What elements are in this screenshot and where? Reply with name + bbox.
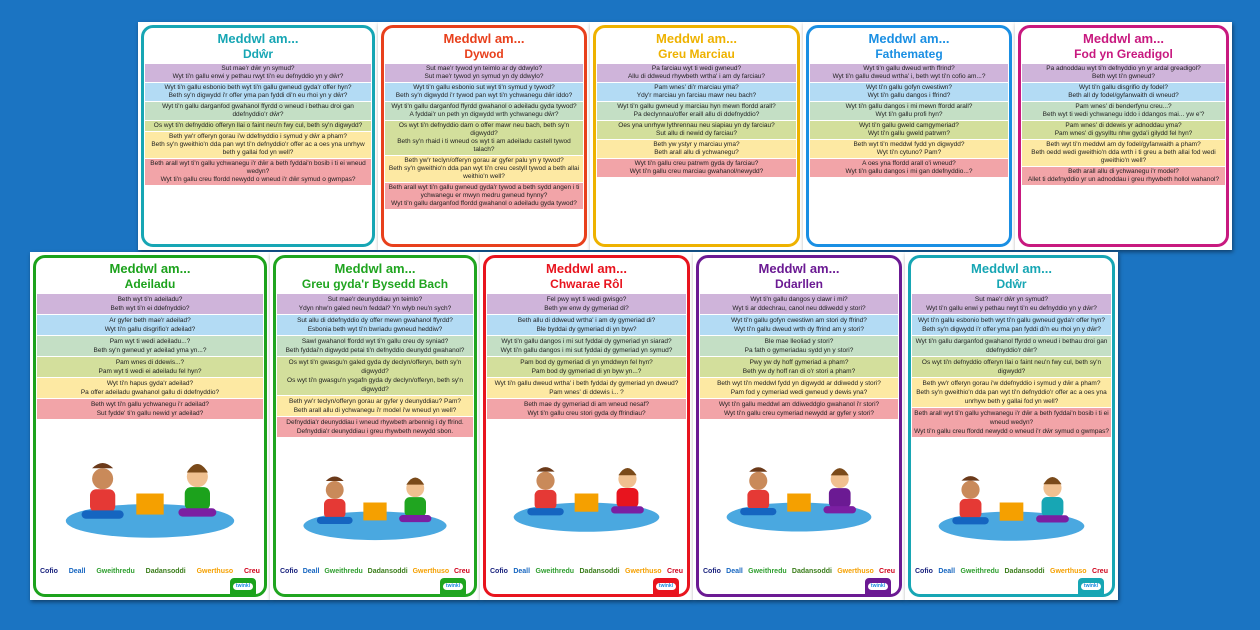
question-text: Pa offer adeiladu gwahanol gallu di ddefnyddio? (80, 389, 220, 396)
poster-card (483, 255, 690, 597)
poster-heading: Meddwl am... (868, 31, 950, 46)
poster-heading: Meddwl am... (1083, 31, 1164, 46)
question-text: Wyt ti'n gallu gweld camgymeriad? (859, 122, 959, 129)
question-text: Beth sy'n digwydd i'r offer yma pan fyddi di'n eu rhoi yn y dŵr? (168, 92, 348, 99)
question-band (810, 83, 1008, 101)
child-figure (317, 477, 353, 524)
question-band (145, 102, 371, 120)
question-band (37, 336, 263, 356)
question-band (810, 159, 1008, 177)
child-figure (740, 467, 776, 515)
poster-heading: Meddwl am... (971, 261, 1052, 276)
question-band (597, 159, 796, 177)
question-text: Wyt ti'n gallu dweud wrtha' i, beth wyt ti'n cofio am...? (832, 73, 986, 80)
child-figure (611, 468, 644, 514)
question-band (912, 294, 1111, 314)
question-text: Wyt ti'n gallu dweud wrtha' i beth fyddai dy gymeriad yn dweud? (494, 380, 679, 387)
question-band (277, 294, 473, 314)
question-text: Sut fydde' ti'n gallu newid yr adeilad? (96, 410, 204, 417)
question-text: Beth wyt ti'n gallu ychwanegu i'r adeilad? (90, 401, 210, 408)
blooms-footer (911, 565, 1112, 576)
footer-label-dadansoddi: Dadansoddi (145, 568, 186, 575)
logo-text: twinkl (656, 583, 676, 590)
question-text: Beth arall wyt ti'n gallu gwneud gyda'r tywod a beth sydd angen i ti ychwanegu er mwyn medru gwneud hynny? (388, 184, 580, 199)
logo-text: twinkl (443, 583, 463, 590)
question-text: Wyt ti'n gallu dweud wrth dy ffrind am y stori? (733, 326, 865, 333)
question-text: Pam wnes' di benderfynu creu...? (1075, 103, 1172, 110)
question-text: Beth wyt ti'n gwneud? (1091, 73, 1156, 80)
question-text: Beth sy'n gweithio'n dda pan wyt ti'n defnyddio'r offer ac a oes yna unrhyw beth y gallai fod yn well? (151, 141, 365, 156)
poster-subject: Adeiladu (124, 277, 176, 291)
footer-label-gwerthuso: Gwerthuso (412, 568, 450, 575)
poster-card (33, 255, 267, 597)
question-band (145, 159, 371, 185)
question-text: Beth yw dy hoff ran di o'r stori a pham? (742, 368, 856, 375)
poster-heading: Meddwl am... (217, 31, 299, 46)
logo-row (276, 576, 474, 594)
question-band (597, 102, 796, 120)
question-band (597, 140, 796, 158)
footer-label-cofio: Cofio (40, 568, 58, 575)
question-text: Ydy'r marciau yn farciau mawr neu bach? (636, 92, 757, 99)
question-text: Sut mae'r dŵr yn symud? (974, 296, 1049, 303)
blooms-footer (699, 565, 899, 576)
question-text: Ydyn nhw'n galed neu'n feddal? Yn wlyb neu'n sych? (298, 305, 452, 312)
footer-label-gweithredu: Gweithredu (324, 568, 363, 575)
question-band (385, 102, 583, 120)
illustration-area (925, 440, 1098, 565)
question-band (597, 83, 796, 101)
question-band (487, 357, 686, 377)
twinkl-logo (865, 578, 891, 594)
poster-subject: Dywod (464, 47, 504, 61)
question-text: Wyt ti'n gallu disgrifio dy fodel? (1079, 84, 1168, 91)
question-text: Os wyt ti'n gwasgu'n ysgafn gyda dy declyn/offeryn, beth sy'n digwydd? (287, 377, 463, 393)
poster-back_row-2[interactable] (590, 22, 803, 250)
question-text: Oes yna unrhyw lythrennau neu siapiau yn dy farciau? (618, 122, 775, 129)
question-text: Beth all dy fodel/gyfanwaith di wneud? (1068, 92, 1179, 99)
question-band (487, 315, 686, 335)
question-text: Beth wyt ti'n ei ddefnyddio? (110, 305, 190, 312)
question-band (37, 357, 263, 377)
poster-subject: Fod yn Greadigol (1074, 47, 1173, 61)
question-text: Beth allu di ddweud wrtha' i am dy gymeriad di? (517, 317, 656, 324)
question-band (700, 378, 898, 398)
question-text: Defnyddia'r deunyddiau i greu rhywbeth newydd sbon. (296, 428, 454, 435)
question-band (277, 357, 473, 395)
question-text: Wyt ti'n gallu dangos i mi mewn ffordd arall? (845, 103, 973, 110)
question-text: Pam wnes' di gysylltu nhw gyda'i gilydd fel hyn? (1054, 130, 1193, 137)
footer-label-dadansoddi: Dadansoddi (1004, 568, 1045, 575)
footer-label-deall: Deall (513, 568, 531, 575)
question-text: Wyt ti'n gallu dangos i mi sut fyddai dy gymeriad yn siarad? (501, 338, 672, 345)
question-band (277, 417, 473, 437)
poster-heading: Meddwl am... (656, 31, 737, 46)
question-band (810, 121, 1008, 139)
question-text: Beth arall wyt ti'n gallu ychwanegu i'r dŵr a beth fyddai'n bosib i ti ei wneud wedyn? (150, 160, 366, 175)
logo-text: twinkl (868, 583, 888, 590)
logo-text: twinkl (233, 583, 253, 590)
question-text: Sut allu di newid dy farciau? (656, 130, 737, 137)
footer-label-gweithredu: Gweithredu (96, 568, 135, 575)
question-band (700, 357, 898, 377)
question-text: Wyt ti'n gallu creu marciau gwahanol/newydd? (629, 168, 764, 175)
question-band (385, 183, 583, 209)
twinkl-logo (230, 578, 256, 594)
footer-label-creu: Creu (879, 568, 895, 575)
activity-object (136, 494, 163, 515)
poster-subject: Fathemateg (875, 47, 943, 61)
illustration-area (500, 422, 673, 565)
question-text: Beth yw'r offeryn gorau i'w ddefnyddio i symud y dŵr a pham? (169, 133, 347, 140)
poster-card (273, 255, 477, 597)
question-band (912, 336, 1111, 356)
poster-heading: Meddwl am... (109, 261, 191, 276)
poster-back_row-0[interactable] (138, 22, 378, 250)
question-text: Wyt ti'n gallu esbonio beth wyt ti'n gallu gwneud gyda'r offer hyn? (164, 84, 352, 91)
question-text: Beth arall wyt ti'n gallu ychwanegu i'r dŵr a beth fyddai'n bosib i ti ei wneud wedyn? (914, 410, 1109, 426)
question-text: Os wyt ti'n defnyddio offeryn llai o faint neu'n fwy cul, beth sy'n digwydd? (921, 359, 1102, 375)
footer-label-deall: Deall (302, 568, 320, 575)
question-text: Beth arall allu di ychwanegu i'r model i'w wneud yn well? (293, 407, 457, 414)
poster-subject: Ddarllen (774, 277, 823, 291)
footer-label-gweithredu: Gweithredu (960, 568, 1000, 575)
poster-card (806, 25, 1012, 247)
question-text: A oes yna ffordd arall o'i wneud? (862, 160, 956, 167)
question-band (912, 408, 1111, 437)
question-text: Wyt ti'n gallu dangos i ffrind? (867, 92, 951, 99)
poster-front_row-0[interactable] (30, 252, 270, 600)
footer-label-dadansoddi: Dadansoddi (791, 568, 832, 575)
question-text: Pwy yw dy hoff gymeriad a pham? (749, 359, 849, 366)
question-text: Beth sy'n gweithio'n dda pan wyt ti'n defnyddio'r offer ac a oes yna unrhyw beth y gallai fod yn well? (916, 389, 1107, 405)
question-text: Beth wyt ti'n meddwl fydd yn digwydd ar ddiwedd y stori? (717, 380, 881, 387)
question-text: Pa adnoddau wyt ti'n defnyddio yn yr ardal greadigol? (1046, 65, 1201, 72)
question-text: Beth sy'n rhaid i ti wneud os wyt ti am adeiladu castell tywod talach? (397, 138, 571, 153)
blooms-footer (486, 565, 687, 576)
question-text: Wyt ti'n gallu darganfod gwahanol ffyrdd o wneud i bethau droi gan ddefnyddio'r dŵr? (915, 338, 1108, 354)
poster-subject: Greu gyda'r Bysedd Bach (301, 277, 449, 291)
poster-heading: Meddwl am... (758, 261, 840, 276)
question-text: Os wyt ti'n defnyddio darn o offer mawr neu bach, beth sy'n digwydd? (398, 122, 570, 137)
question-text: Wyt ti'n gallu darganfod ffordd gwahanol o adeiladu gyda tywod? (391, 200, 577, 207)
question-text: Beth oedd wedi gweithio'n dda wrth i ti greu a beth allai fod wedi gweithio'n well? (1031, 149, 1216, 164)
question-band (145, 83, 371, 101)
question-band (597, 121, 796, 139)
child-figure (527, 467, 563, 515)
question-text: Pam wnes di ddewis...? (115, 359, 185, 366)
footer-label-cofio: Cofio (280, 568, 298, 575)
question-band (37, 399, 263, 419)
poster-card (381, 25, 587, 247)
footer-label-creu: Creu (667, 568, 683, 575)
question-text: Wyt ti'n gallu darganfod ffyrdd gwahanol o adeiladu gyda tywod? (391, 103, 577, 110)
question-text: Sut mae'r dŵr yn symud? (221, 65, 295, 72)
poster-heading: Meddwl am... (546, 261, 627, 276)
question-text: Wyt ti ar ddechrau, canol neu ddiwedd y stori? (732, 305, 866, 312)
footer-label-cofio: Cofio (703, 568, 721, 575)
question-text: Ble mae lleoliad y stori? (764, 338, 834, 345)
question-text: Sut mae'r tywod yn symud yn dy ddwylo? (424, 73, 544, 80)
question-text: Wyt ti'n gallu gweld patrwm? (867, 130, 951, 137)
question-text: Esbonia beth wyt ti'n bwriadu gwneud heddiw? (307, 326, 443, 333)
question-text: Pa farciau wyt ti wedi gwneud? (651, 65, 742, 72)
question-text: Beth fyddai'n digwydd petai ti'n defnyddio deunydd gwahanol? (285, 347, 465, 354)
question-text: Wyt ti'n gallu dangos y clawr i mi? (750, 296, 848, 303)
question-text: Beth mae dy gymeriad di am wneud nesaf? (523, 401, 649, 408)
footer-label-creu: Creu (1092, 568, 1108, 575)
question-text: Os wyt ti'n gwasgu'n galed gyda dy declyn/offeryn, beth sy'n digwydd? (288, 359, 462, 375)
question-text: Pam wyt ti wedi adeiladu...? (109, 338, 191, 345)
question-band (912, 357, 1111, 377)
twinkl-logo (1078, 578, 1104, 594)
question-band (1022, 167, 1225, 185)
illustration (290, 440, 460, 565)
activity-object (1000, 503, 1024, 521)
question-text: Beth yw enw dy gymeriad di? (544, 305, 629, 312)
footer-label-cofio: Cofio (490, 568, 508, 575)
question-band (810, 102, 1008, 120)
question-text: Beth sy'n gweithio'n dda pan wyt ti'n creu cestyll tywod a beth allai weithio'n well? (388, 165, 580, 180)
question-text: Wyt ti'n gallu gwneud y marciau hyn mewn ffordd arall? (617, 103, 776, 110)
question-text: Sut allu di ddefnyddio dy offer mewn gwahanol ffyrdd? (297, 317, 453, 324)
question-text: Wyt ti'n gallu darganfod gwahanol ffyrdd o wneud i bethau droi gan ddefnyddio'r dŵr? (162, 103, 354, 118)
question-text: Wyt ti'n gallu esbonio beth wyt ti'n gallu gwneud gyda'r offer hyn? (917, 317, 1106, 324)
twinkl-logo (653, 578, 679, 594)
poster-subject: Greu Marciau (658, 47, 735, 61)
poster-card (1018, 25, 1229, 247)
question-text: Beth yw ystyr y marciau yma? (653, 141, 740, 148)
child-figure (823, 468, 856, 513)
question-band (37, 378, 263, 398)
question-band (810, 64, 1008, 82)
child-figure (952, 476, 988, 524)
question-text: Wyt ti'n gallu profi hyn? (875, 111, 943, 118)
question-text: Wyt ti'n gallu dangos i mi sut fyddai dy gymeriad yn symud? (500, 347, 673, 354)
question-text: Pam wyt ti wedi ei adeiladu fel hyn? (98, 368, 202, 375)
question-band (277, 336, 473, 356)
question-text: Allet ti ddefnyddio yr un adnoddau i greu rhywbeth hollol wahanol? (1027, 176, 1220, 183)
logo-row (486, 576, 687, 594)
question-band (810, 140, 1008, 158)
footer-label-gwerthuso: Gwerthuso (625, 568, 662, 575)
question-band (487, 399, 686, 419)
child-figure (178, 464, 216, 517)
question-text: Wyt ti'n gallu gofyn cwestiwn? (865, 84, 953, 91)
poster-front_row-1[interactable] (270, 252, 480, 600)
question-text: Beth sy'n gwneud yr adeilad yma yn...? (93, 347, 207, 354)
question-text: Pam wnes' di'r marciau yma? (654, 84, 739, 91)
question-band (700, 399, 898, 419)
question-text: Allu di ddweud rhywbeth wrtha' i am dy farciau? (627, 73, 766, 80)
question-band (700, 294, 898, 314)
illustration (925, 440, 1098, 565)
illustration (500, 422, 673, 565)
illustration-area (713, 422, 885, 565)
question-text: Wyt ti'n gallu creu stori gyda dy ffrindiau? (527, 410, 646, 417)
footer-label-creu: Creu (453, 568, 470, 575)
poster-back_row-4[interactable] (1015, 22, 1232, 250)
question-text: Pam fod y cymeriad wedi gwneud y dewis yna? (730, 389, 868, 396)
question-band (145, 64, 371, 82)
twinkl-logo (440, 578, 466, 594)
question-text: Pam bod dy gymeriad di yn byw yn...? (531, 368, 642, 375)
logo-row (699, 576, 899, 594)
question-band (1022, 121, 1225, 139)
question-text: Sawl gwahanol ffordd wyt ti'n gallu creu dy syniad? (301, 338, 449, 345)
footer-label-cofio: Cofio (915, 568, 933, 575)
question-text: Wyt ti'n gallu disgrifio'r adeilad? (104, 326, 196, 333)
question-text: Sut mae'r deunyddiau yn teimlo? (327, 296, 423, 303)
question-band (145, 132, 371, 158)
illustration (713, 422, 885, 565)
question-band (700, 315, 898, 335)
question-band (597, 64, 796, 82)
question-text: Wyt ti'n hapus gyda'r adeilad? (106, 380, 194, 387)
footer-label-dadansoddi: Dadansoddi (367, 568, 408, 575)
poster-card (696, 255, 902, 597)
question-band (487, 294, 686, 314)
question-text: A fyddai'r un peth yn digwydd wrth ychwanegu dŵr? (409, 111, 559, 118)
question-band (487, 336, 686, 356)
question-band (385, 83, 583, 101)
question-text: Ble byddai dy gymeriad di yn byw? (536, 326, 637, 333)
footer-label-gwerthuso: Gwerthuso (196, 568, 234, 575)
illustration-area (50, 422, 250, 565)
question-text: Wyt ti'n gallu creu patrwm gyda dy farciau? (634, 160, 759, 167)
question-text: Beth wyt ti wedi ychwanegu iddo i ddangos mai... yw e'? (1042, 111, 1205, 118)
question-text: Os wyt ti'n defnyddio offeryn llai o faint neu'n fwy cul, beth sy'n digwydd? (153, 122, 363, 129)
question-text: Pam wnes' di ddewis yr adnoddau yma? (1065, 122, 1182, 129)
question-band (912, 315, 1111, 335)
footer-label-gwerthuso: Gwerthuso (837, 568, 874, 575)
question-text: Wyt ti'n gallu gofyn cwestiwn am stori dy ffrind? (731, 317, 867, 324)
question-text: Beth wyt ti'n meddwl fydd yn digwydd? (853, 141, 965, 148)
question-band (1022, 102, 1225, 120)
question-text: Wyt ti'n gallu dweud wrth ffrind? (863, 65, 955, 72)
footer-label-deall: Deall (68, 568, 86, 575)
poster-card (908, 255, 1115, 597)
question-text: Wyt ti'n gallu esbonio sut wyt ti'n symud y tywod? (413, 84, 555, 91)
question-text: Beth yw'r teclyn/offeryn gorau ar gyfer y deunyddiau? Pam? (288, 398, 462, 405)
question-text: Pa fath o gymeriadau sydd yn y stori? (744, 347, 854, 354)
logo-row (911, 576, 1112, 594)
activity-object (787, 494, 811, 512)
question-text: Beth wyt ti'n meddwl am dy fodel/gyfanwaith a pham? (1046, 141, 1201, 148)
question-text: Pa declynnau/offer eraill allu di ddefnyddio? (633, 111, 760, 118)
logo-row (36, 576, 264, 594)
question-band (37, 294, 263, 314)
question-band (912, 378, 1111, 407)
question-text: Wyt ti'n gallu meddwl am ddiweddglo gwahanol i'r stori? (718, 401, 880, 408)
poster-subject: Chwarae Rôl (550, 277, 623, 291)
child-figure (399, 477, 431, 522)
question-band (385, 156, 583, 182)
question-band (1022, 83, 1225, 101)
poster-subject: Ddŵr (243, 47, 273, 61)
question-band (385, 64, 583, 82)
poster-front_row-2[interactable] (480, 252, 693, 600)
footer-label-gwerthuso: Gwerthuso (1050, 568, 1087, 575)
question-band (37, 315, 263, 335)
question-text: Beth arall allu di ychwanegu? (654, 149, 739, 156)
illustration-area (290, 440, 460, 565)
poster-front_row-4[interactable] (905, 252, 1118, 600)
blooms-footer (36, 565, 264, 576)
poster-back_row-1[interactable] (378, 22, 590, 250)
question-band (1022, 140, 1225, 166)
question-band (385, 121, 583, 155)
question-text: Wyt ti'n gallu creu ffordd newydd o wneud i'r dŵr symud o gwmpas? (914, 428, 1109, 435)
child-figure (82, 463, 124, 519)
question-text: Wyt ti'n gallu creu ffordd newydd o wneud i'r dŵr symud o gwmpas? (160, 176, 356, 183)
poster-front_row-3[interactable] (693, 252, 905, 600)
question-text: Wyt ti'n gallu dangos i mi gan ddefnyddio...? (845, 168, 973, 175)
question-text: Defnyddia'r deunyddiau i wneud rhywbeth arbennig i dy ffrind. (286, 419, 464, 426)
question-text: Wyt ti'n gallu creu cymeriad newydd ar gyfer y stori? (723, 410, 875, 417)
question-text: Sut mae'r tywod yn teimlo ar dy ddwylo? (425, 65, 543, 72)
child-figure (1036, 477, 1069, 523)
question-text: Ar gyfer beth mae'r adeilad? (109, 317, 191, 324)
question-text: Fel pwy wyt ti wedi gwisgo? (546, 296, 627, 303)
question-text: Beth yw'r offeryn gorau i'w ddefnyddio i symud y dŵr a pham? (922, 380, 1101, 387)
footer-label-deall: Deall (938, 568, 956, 575)
question-text: Beth sy'n digwydd i'r tywod pan wyt ti'n ychwanegu dŵr iddo? (395, 92, 573, 99)
footer-label-deall: Deall (726, 568, 743, 575)
poster-heading: Meddwl am... (443, 31, 525, 46)
poster-card (141, 25, 375, 247)
question-band (277, 315, 473, 335)
logo-text: twinkl (1081, 583, 1101, 590)
poster-subject: Ddŵr (996, 277, 1027, 291)
poster-heading: Meddwl am... (334, 261, 416, 276)
question-text: Wyt ti'n gallu enwi y pethau rwyt ti'n eu defnyddio yn y dŵr? (926, 305, 1097, 312)
footer-label-gweithredu: Gweithredu (535, 568, 575, 575)
question-band (487, 378, 686, 398)
question-text: Beth arall allu di ychwanegu i'r model? (1068, 168, 1179, 175)
question-band (277, 396, 473, 416)
question-band (700, 336, 898, 356)
question-text: Wyt ti'n gallu enwi y pethau rwyt ti'n eu defnyddio yn y dŵr? (172, 73, 344, 80)
activity-object (575, 494, 599, 512)
question-text: Pam wnes' di ddewis i... ? (549, 389, 624, 396)
poster-card (593, 25, 800, 247)
footer-label-gweithredu: Gweithredu (748, 568, 787, 575)
activity-object (363, 503, 386, 521)
footer-label-creu: Creu (243, 568, 260, 575)
question-band (1022, 64, 1225, 82)
question-band (145, 121, 371, 131)
blooms-footer (276, 565, 474, 576)
illustration (50, 422, 250, 565)
question-text: Beth sy'n digwydd i'r offer yma pan fyddi di'n eu rhoi yn y dŵr? (922, 326, 1101, 333)
poster-back_row-3[interactable] (803, 22, 1015, 250)
question-text: Wyt ti'n cytuno? Pam? (876, 149, 942, 156)
question-text: Beth yw'r teclyn/offeryn gorau ar gyfer palu yn y tywod? (404, 157, 564, 164)
question-text: Beth wyt ti'n adeiladu? (117, 296, 183, 303)
footer-label-dadansoddi: Dadansoddi (579, 568, 620, 575)
question-text: Pam bod dy gymeriad di yn ymddwyn fel hyn? (520, 359, 653, 366)
